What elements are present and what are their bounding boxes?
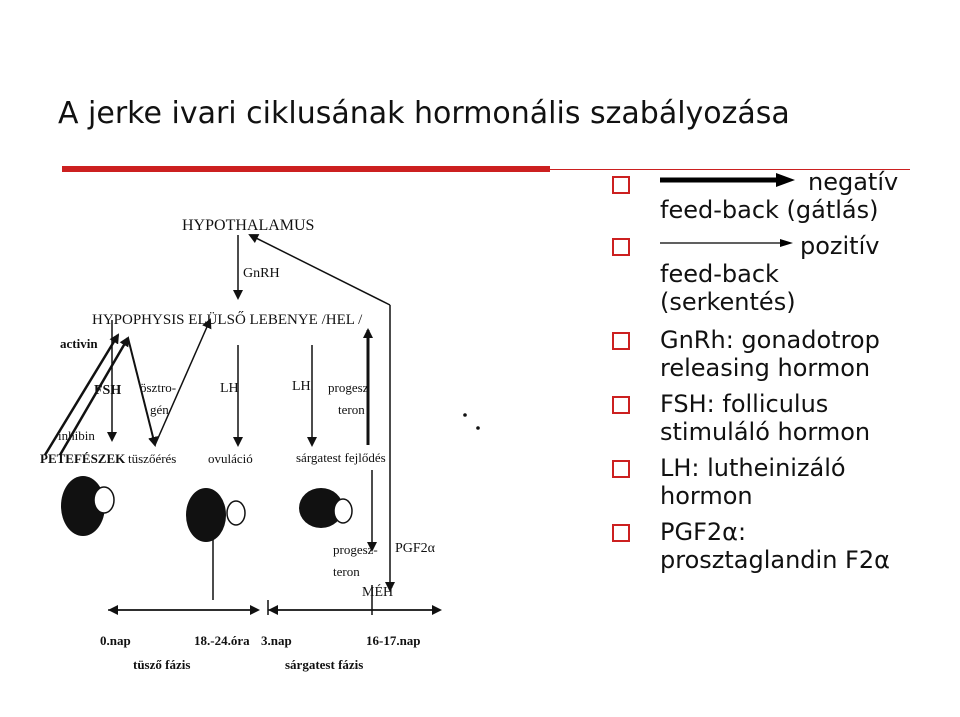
legend-1-line1: negatív [808,168,899,196]
legend-2-line2: feed-back [660,260,779,288]
thick-arrow-icon [660,172,796,188]
legend-5-line2: hormon [660,482,753,510]
follicle-phase-label: tüsző fázis [133,657,191,672]
gnrh-label: GnRH [243,266,280,281]
meh-label: MÉH [362,585,394,600]
ovulacio-label: ovuláció [208,451,253,466]
lh-label-1: LH [220,381,239,396]
tuszoeres-label: tüszőérés [128,451,177,466]
fsh-label: FSH [94,383,122,398]
hypothalamus-label: HYPOTHALAMUS [182,217,315,234]
slide-title: A jerke ivari ciklusának hormonális szabályozása [58,96,790,131]
progesterone2-label-2: teron [333,564,360,579]
sargatest-fejlodes-label: sárgatest fejlődés [296,450,386,465]
legend-4-line2: stimuláló hormon [660,418,871,446]
legend-bullet-3 [612,332,630,350]
legend-2-line3: (serkentés) [660,288,796,316]
pgf-label: PGF2α [395,541,436,556]
legend-1-line2: feed-back (gátlás) [660,196,879,224]
luteal-phase-label: sárgatest fázis [285,657,364,672]
legend-3-line2: releasing hormon [660,354,871,382]
legend-6-line2: prosztaglandin F2α [660,546,890,574]
legend-bullet-5 [612,460,630,478]
progesterone2-label-1: progesz- [333,542,378,557]
legend-6-line1: PGF2α: [660,518,747,546]
progesterone-label-2: teron [338,402,365,417]
follicle-dark-2 [186,488,226,542]
legend-bullet-1 [612,176,630,194]
hormone-cycle-diagram [0,170,540,717]
legend-3-line1: GnRh: gonadotrop [660,326,880,354]
hours-label: 18.-24.óra [194,633,250,648]
legend-4-line1: FSH: folliculus [660,390,829,418]
inhibin-label: inhibin [58,428,95,443]
oestrogen-label-2: gén [150,402,169,417]
follicle-light-1 [94,487,114,513]
petefeszek-label: PETEFÉSZEK [40,451,126,466]
legend-bullet-4 [612,396,630,414]
day16-label: 16-17.nap [366,633,421,648]
day3-label: 3.nap [261,633,292,648]
activin-label: activin [60,336,98,351]
follicle-light-3 [334,499,352,523]
thin-arrow-icon [660,236,796,250]
progesterone-label-1: progesz [328,380,369,395]
legend-2-line1: pozitív [800,232,880,260]
legend-5-line1: LH: lutheinizáló [660,454,846,482]
follicle-light-2 [227,501,245,525]
oestrogen-label-1: ösztro- [140,380,177,395]
hypophysis-label: HYPOPHYSIS ELÜLSŐ LEBENYE /HEL / [92,312,363,328]
legend-bullet-2 [612,238,630,256]
legend-bullet-6 [612,524,630,542]
lh-label-2: LH [292,379,311,394]
day0-label: 0.nap [100,633,131,648]
